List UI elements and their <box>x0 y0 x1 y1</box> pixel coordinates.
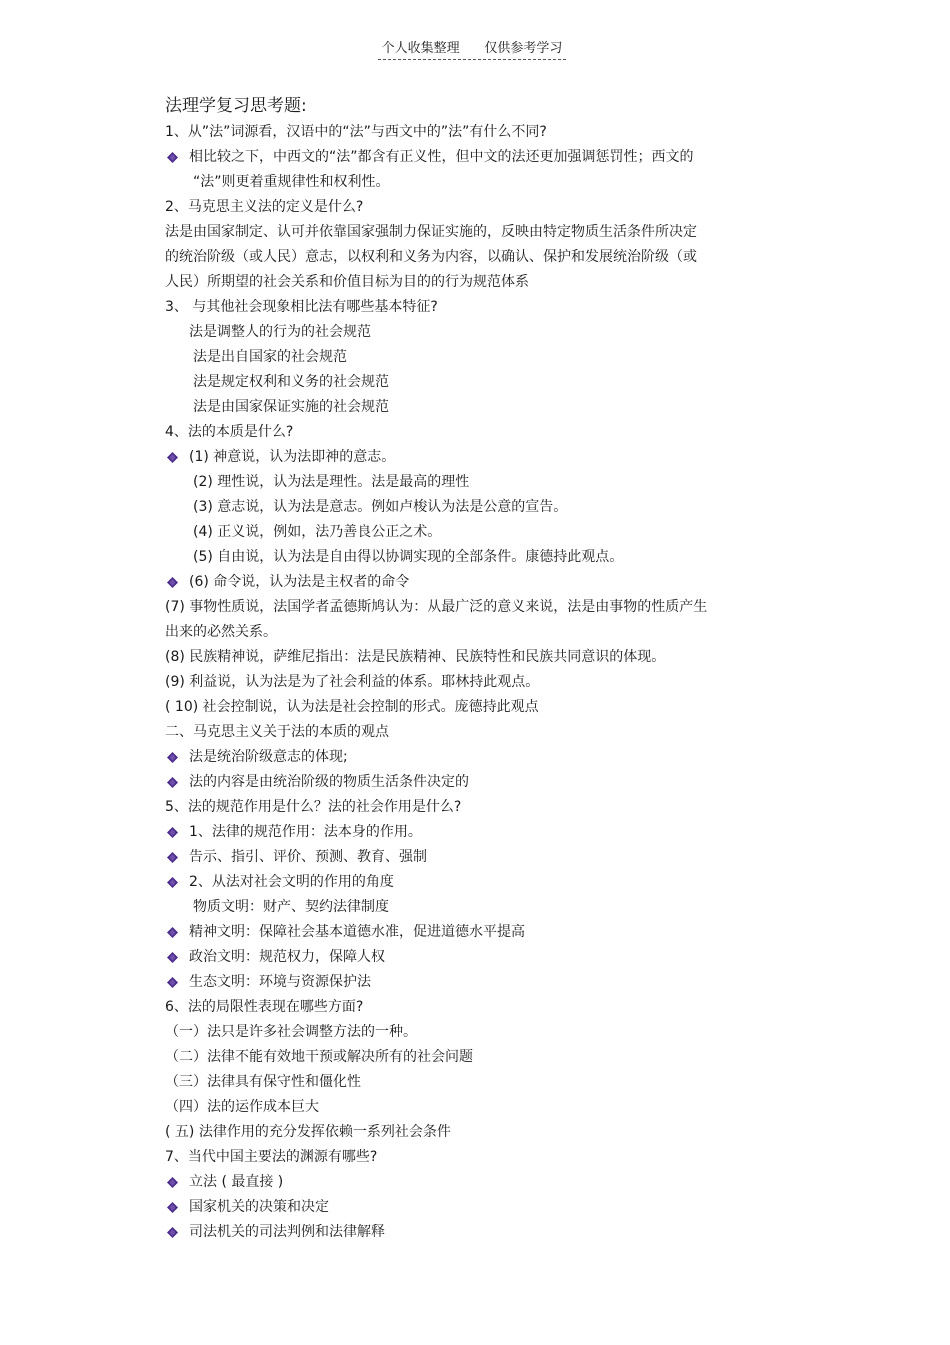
diamond-bullet-icon <box>167 1202 178 1213</box>
question-list <box>165 120 765 1245</box>
document-line <box>165 695 765 720</box>
document-line <box>165 445 765 470</box>
line-text: 法是调整人的行为的社会规范 <box>189 324 371 340</box>
document-line <box>165 120 765 145</box>
line-text: 政治文明：规范权力，保障人权 <box>189 949 385 965</box>
document-line <box>165 1195 765 1220</box>
line-text: (1) 神意说，认为法即神的意志。 <box>189 449 396 465</box>
document-line <box>165 770 765 795</box>
line-text: 立法 ( 最直接 ) <box>189 1174 284 1190</box>
document-line <box>165 820 765 845</box>
diamond-bullet-icon <box>167 877 178 888</box>
line-text: （一）法只是许多社会调整方法的一种。 <box>165 1024 417 1040</box>
line-text: 6、法的局限性表现在哪些方面? <box>165 999 364 1015</box>
document-line <box>165 1145 765 1170</box>
line-text: 法是由国家制定、认可并依靠国家强制力保证实施的，反映由特定物质生活条件所决定 <box>165 224 697 240</box>
diamond-bullet-icon <box>167 152 178 163</box>
line-text: 法的内容是由统治阶级的物质生活条件决定的 <box>189 774 469 790</box>
line-text: （四）法的运作成本巨大 <box>165 1099 319 1115</box>
line-text: 生态文明：环境与资源保护法 <box>189 974 371 990</box>
line-text: (6) 命令说，认为法是主权者的命令 <box>189 574 410 590</box>
line-text: 5、法的规范作用是什么？法的社会作用是什么? <box>165 799 462 815</box>
document-line <box>165 145 765 170</box>
document-line <box>165 645 765 670</box>
line-text: 法是统治阶级意志的体现; <box>189 749 348 765</box>
diamond-bullet-icon <box>167 977 178 988</box>
line-text: 的统治阶级（或人民）意志，以权利和义务为内容，以确认、保护和发展统治阶级（或 <box>165 249 697 265</box>
line-text: (7) 事物性质说，法国学者孟德斯鸠认为：从最广泛的意义来说，法是由事物的性质产生 <box>165 599 708 615</box>
document-body <box>165 92 765 1245</box>
line-text: 二、马克思主义关于法的本质的观点 <box>165 724 389 740</box>
document-line <box>165 570 765 595</box>
document-line <box>165 495 765 520</box>
document-line <box>165 795 765 820</box>
document-line <box>165 895 765 920</box>
diamond-bullet-icon <box>167 1177 178 1188</box>
line-text: (9) 利益说，认为法是为了社会利益的体系。耶林持此观点。 <box>165 674 540 690</box>
line-text: 法是由国家保证实施的社会规范 <box>193 399 389 415</box>
header-dashed-underline <box>378 59 566 60</box>
document-line <box>165 595 765 620</box>
line-text: 1、法律的规范作用：法本身的作用。 <box>189 824 422 840</box>
diamond-bullet-icon <box>167 927 178 938</box>
document-line <box>165 170 765 195</box>
line-text: 2、从法对社会文明的作用的角度 <box>189 874 394 890</box>
document-line <box>165 520 765 545</box>
diamond-bullet-icon <box>167 777 178 788</box>
document-line <box>165 345 765 370</box>
document-line <box>165 1045 765 1070</box>
diamond-bullet-icon <box>167 452 178 463</box>
document-line <box>165 295 765 320</box>
line-text: 3、 与其他社会现象相比法有哪些基本特征? <box>165 299 438 315</box>
document-line <box>165 395 765 420</box>
document-line <box>165 370 765 395</box>
diamond-bullet-icon <box>167 1227 178 1238</box>
document-line <box>165 970 765 995</box>
document-line <box>165 995 765 1020</box>
line-text: 2、马克思主义法的定义是什么? <box>165 199 364 215</box>
line-text: （二）法律不能有效地干预或解决所有的社会问题 <box>165 1049 473 1065</box>
diamond-bullet-icon <box>167 852 178 863</box>
document-line <box>165 1070 765 1095</box>
document-line <box>165 1220 765 1245</box>
document-line <box>165 1020 765 1045</box>
document-line <box>165 620 765 645</box>
line-text: 精神文明：保障社会基本道德水准，促进道德水平提高 <box>189 924 525 940</box>
page-header: 个人收集整理 仅供参考学习 <box>381 41 563 56</box>
diamond-bullet-icon <box>167 952 178 963</box>
document-line <box>165 745 765 770</box>
document-line <box>165 920 765 945</box>
document-line <box>165 670 765 695</box>
diamond-bullet-icon <box>167 577 178 588</box>
document-line <box>165 1120 765 1145</box>
document-line <box>165 270 765 295</box>
line-text: 出来的必然关系。 <box>165 624 277 640</box>
line-text: (2) 理性说，认为法是理性。法是最高的理性 <box>193 474 470 490</box>
document-line <box>165 1170 765 1195</box>
line-text: 4、法的本质是什么? <box>165 424 294 440</box>
document-line <box>165 545 765 570</box>
document-line <box>165 245 765 270</box>
line-text: 7、当代中国主要法的渊源有哪些? <box>165 1149 378 1165</box>
line-text: (5) 自由说，认为法是自由得以协调实现的全部条件。康德持此观点。 <box>193 549 624 565</box>
document-line <box>165 845 765 870</box>
line-text: 物质文明：财产、契约法律制度 <box>193 899 389 915</box>
document-line <box>165 870 765 895</box>
line-text: 法是出自国家的社会规范 <box>193 349 347 365</box>
document-line <box>165 320 765 345</box>
line-text: (4) 正义说，例如，法乃善良公正之术。 <box>193 524 442 540</box>
line-text: 法是规定权利和义务的社会规范 <box>193 374 389 390</box>
line-text: 国家机关的决策和决定 <box>189 1199 329 1215</box>
document-title: 法理学复习思考题: <box>165 96 307 116</box>
line-text: 人民）所期望的社会关系和价值目标为目的的行为规范体系 <box>165 274 529 290</box>
document-line <box>165 420 765 445</box>
line-text: ( 五) 法律作用的充分发挥依赖一系列社会条件 <box>165 1124 451 1140</box>
line-text: 司法机关的司法判例和法律解释 <box>189 1224 385 1240</box>
document-line <box>165 220 765 245</box>
document-line <box>165 945 765 970</box>
line-text: “法”则更着重规律性和权利性。 <box>193 174 390 190</box>
line-text: (3) 意志说，认为法是意志。例如卢梭认为法是公意的宣告。 <box>193 499 568 515</box>
line-text: (8) 民族精神说，萨维尼指出：法是民族精神、民族特性和民族共同意识的体现。 <box>165 649 666 665</box>
line-text: 1、从”法”词源看，汉语中的“法”与西文中的”法”有什么不同? <box>165 124 547 140</box>
document-line <box>165 470 765 495</box>
document-line <box>165 720 765 745</box>
line-text: 告示、指引、评价、预测、教育、强制 <box>189 849 427 865</box>
document-line <box>165 1095 765 1120</box>
line-text: ( 10) 社会控制说，认为法是社会控制的形式。庞德持此观点 <box>165 699 539 715</box>
line-text: （三）法律具有保守性和僵化性 <box>165 1074 361 1090</box>
diamond-bullet-icon <box>167 827 178 838</box>
diamond-bullet-icon <box>167 752 178 763</box>
line-text: 相比较之下，中西文的“法”都含有正义性，但中文的法还更加强调惩罚性；西文的 <box>189 149 694 165</box>
document-line <box>165 195 765 220</box>
